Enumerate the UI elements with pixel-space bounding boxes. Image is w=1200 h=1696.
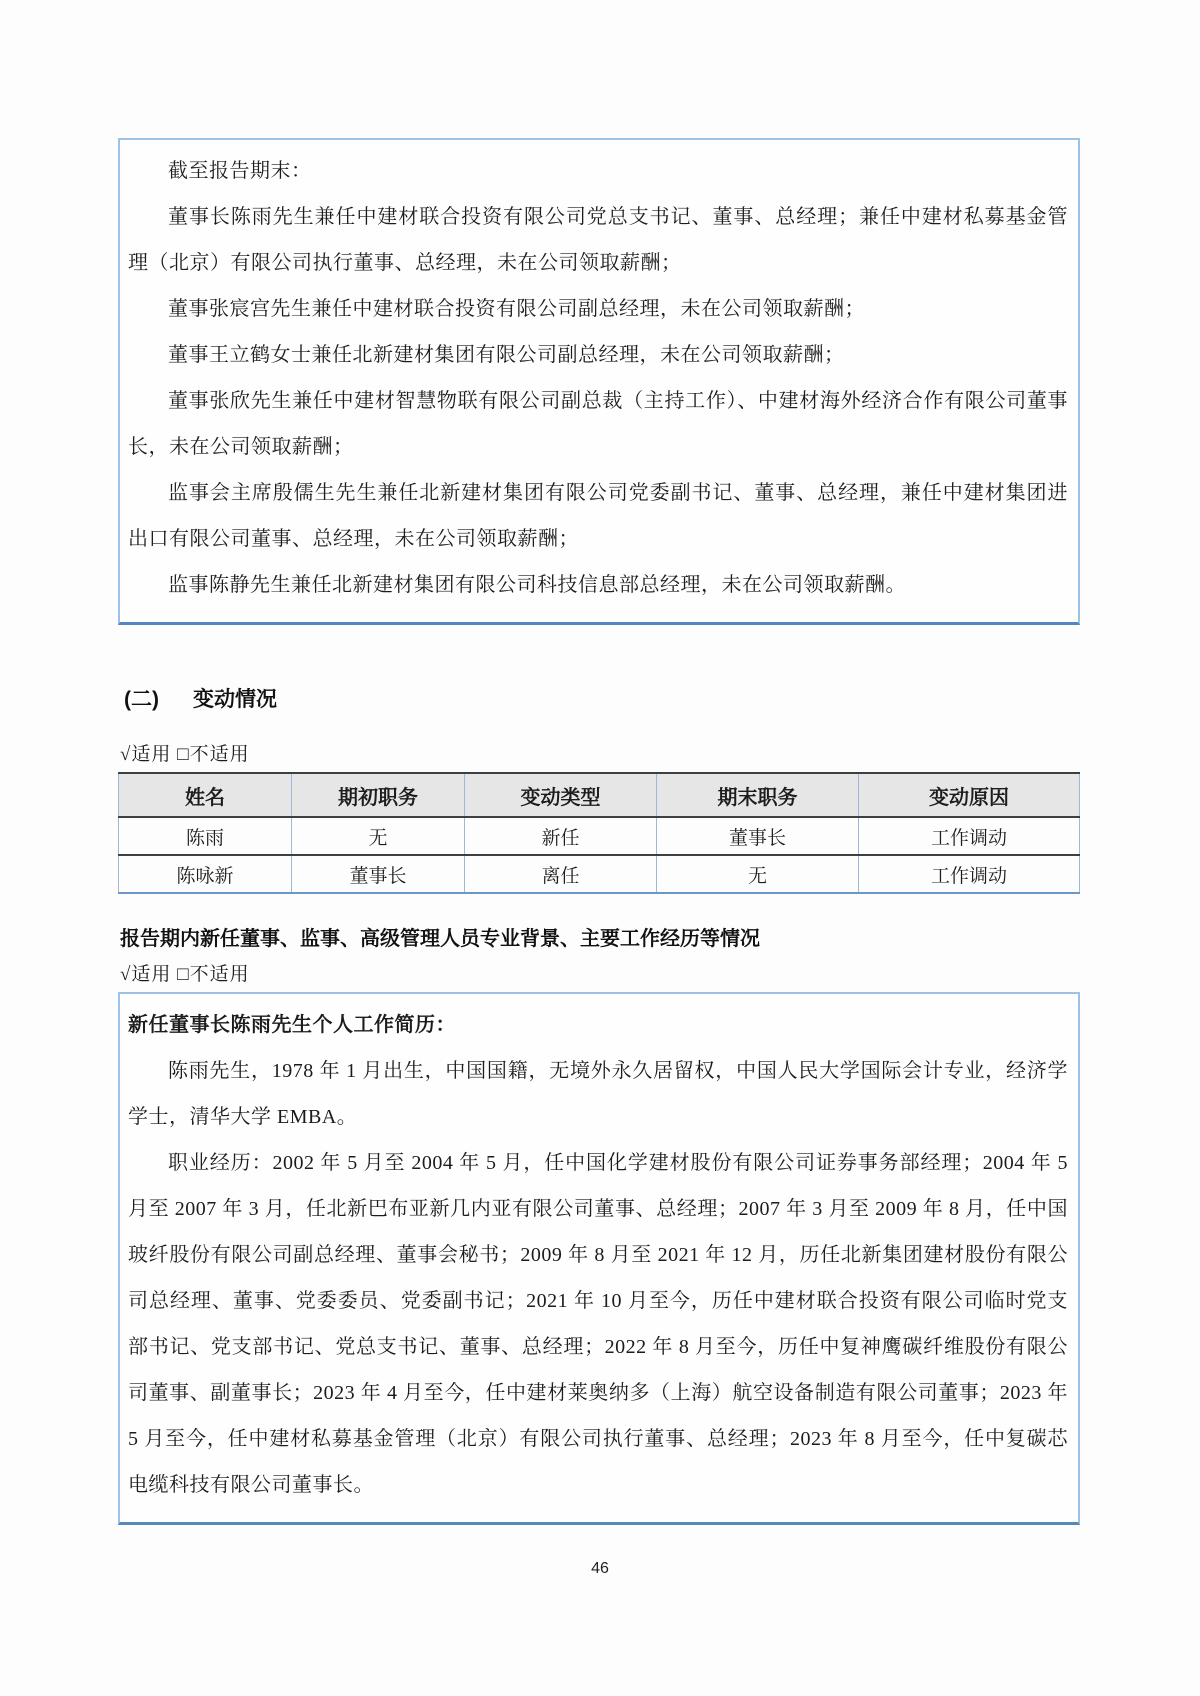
table-cell: 工作调动	[858, 817, 1079, 855]
change-table	[118, 772, 1080, 894]
paragraph: 董事王立鹤女士兼任北新建材集团有限公司副总经理，未在公司领取薪酬；	[168, 344, 845, 366]
paragraph: 截至报告期末：	[168, 160, 312, 182]
table-header-change-reason: 变动原因	[858, 773, 1079, 817]
section-number: (二)	[124, 688, 159, 711]
background-section-title: 报告期内新任董事、监事、高级管理人员专业背景、主要工作经历等情况	[120, 928, 760, 950]
table-cell: 陈咏新	[119, 855, 292, 893]
paragraph: 董事张欣先生兼任中建材智慧物联有限公司副总裁（主持工作）、中建材海外经济合作有限公司董事长，未在公司领取薪酬；	[128, 390, 1068, 458]
concurrent-positions-box	[118, 138, 1080, 625]
table-row	[119, 817, 1080, 855]
bio-box	[118, 992, 1080, 1525]
applicability-note: √适用 □不适用	[120, 964, 250, 985]
table-cell: 无	[657, 855, 859, 893]
table-header-name: 姓名	[119, 773, 292, 817]
table-cell: 无	[291, 817, 464, 855]
table-cell: 董事长	[657, 817, 859, 855]
applicability-note: √适用 □不适用	[120, 744, 250, 765]
table-cell: 离任	[464, 855, 656, 893]
table-cell: 陈雨	[119, 817, 292, 855]
table-cell: 董事长	[291, 855, 464, 893]
table-row	[119, 855, 1080, 893]
table-header-change-type: 变动类型	[464, 773, 656, 817]
paragraph: 董事张宸宫先生兼任中建材联合投资有限公司副总经理，未在公司领取薪酬；	[168, 298, 865, 320]
page-number: 46	[591, 1560, 609, 1577]
table-cell: 新任	[464, 817, 656, 855]
paragraph: 监事会主席殷儒生先生兼任北新建材集团有限公司党委副书记、董事、总经理，兼任中建材集团进出口有限公司董事、总经理，未在公司领取薪酬；	[128, 482, 1068, 550]
bio-paragraph: 陈雨先生，1978 年 1 月出生，中国国籍，无境外永久居留权，中国人民大学国际会计专业，经济学学士，清华大学 EMBA。	[128, 1060, 1068, 1128]
table-header-final-position: 期末职务	[657, 773, 859, 817]
paragraph: 监事陈静先生兼任北新建材集团有限公司科技信息部总经理，未在公司领取薪酬。	[168, 574, 906, 596]
table-header-row	[119, 773, 1080, 817]
table-header-initial-position: 期初职务	[291, 773, 464, 817]
report-page	[118, 0, 1080, 1525]
bio-paragraph: 职业经历：2002 年 5 月至 2004 年 5 月，任中国化学建材股份有限公司证券事务部经理；2004 年 5 月至 2007 年 3 月，任北新巴布亚新几内亚有限公司董事、总经理；2007 年 3 月至 2009 年 8 月，任中国玻纤股份有限公司副总经理、董事会秘书；2009 年 8 月至 2021 年 12 月，历任北新集团建材股份有限公司总经理、董事、党委委员、党委副书记；2021 年 10 月至今，历任中建材联合投资有限公司临时党支部书记、党支部书记、党总支书记、董事、总经理；2022 年 8 月至今，历任中复神鹰碳纤维股份有限公司董事、副董事长；2023 年 4 月至今，任中建材莱奥纳多（上海）航空设备制造有限公司董事；2023 年 5 月至今，任中建材私募基金管理（北京）有限公司执行董事、总经理；2023 年 8 月至今，任中复碳芯电缆科技有限公司董事长。	[128, 1152, 1068, 1496]
section-title: 变动情况	[193, 688, 277, 711]
section-heading-changes	[124, 683, 1080, 713]
table-cell: 工作调动	[858, 855, 1079, 893]
paragraph: 董事长陈雨先生兼任中建材联合投资有限公司党总支书记、董事、总经理；兼任中建材私募基金管理（北京）有限公司执行董事、总经理，未在公司领取薪酬；	[128, 206, 1068, 274]
bio-heading: 新任董事长陈雨先生个人工作简历：	[128, 1014, 456, 1036]
